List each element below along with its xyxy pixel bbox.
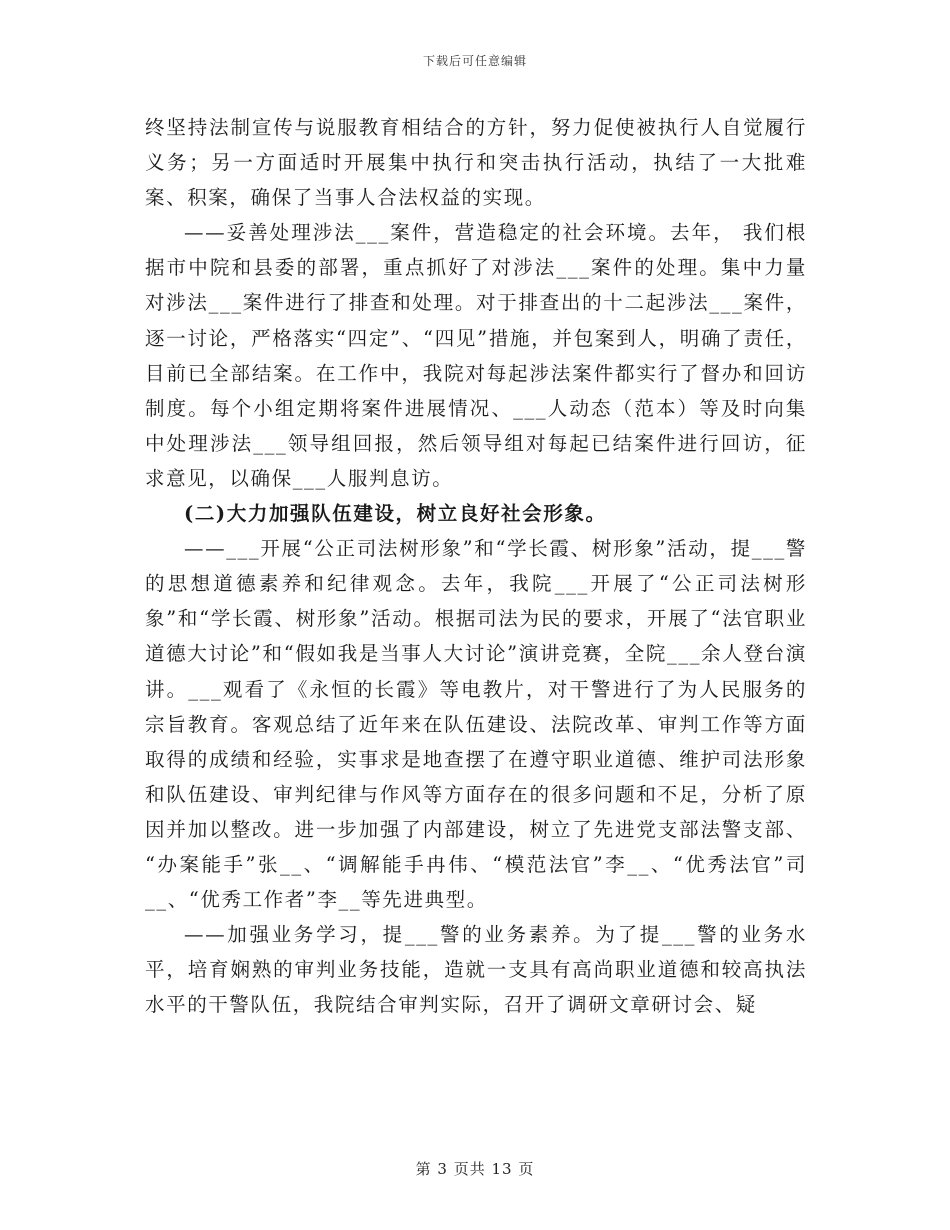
paragraph-4: ——加强业务学习，提___警的业务素养。为了提___警的业务水平，培育娴熟的审判业务技能，造就一支具有高尚职业道德和较高执法水平的干警队伍，我院结合审判实际，召开了调研文章研讨会、疑: [145, 923, 807, 1017]
paragraph-1: 终坚持法制宣传与说服教育相结合的方针，努力促使被执行人自觉履行义务；另一方面适时开展集中执行和突击执行活动，执结了一大批难案、积案，确保了当事人合法权益的实现。: [145, 116, 807, 210]
section-heading: (二)大力加强队伍建设，树立良好社会形象。: [184, 502, 607, 526]
page-header-note: 下载后可任意编辑: [422, 54, 527, 68]
paragraph-2: ——妥善处理涉法___案件，营造稳定的社会环境。去年， 我们根据市中院和县委的部署，重点抓好了对涉法___案件的处理。集中力量对涉法___案件进行了排查和处理。对于排查出的十二起涉法___案件，逐一讨论，严格落实“四定”、“四见”措施，并包案到人，明确了责任，目前已全部结案。在工作中，我院对每起涉法案件都实行了督办和回访制度。每个小组定期将案件进展情况、___人动态（范本）等及时向集中处理涉法___领导组回报，然后领导组对每起已结案件进行回访，征求意见，以确保___人服判息访。: [145, 221, 807, 490]
document-body: [145, 110, 807, 1022]
page-number-footer: 第 3 页共 13 页: [415, 1160, 535, 1178]
paragraph-3: ——___开展“公正司法树形象”和“学长霞、树形象”活动，提___警的思想道德素养和纪律观念。去年，我院___开展了“公正司法树形象”和“学长霞、树形象”活动。根据司法为民的要求，开展了“法官职业道德大讨论”和“假如我是当事人大讨论”演讲竞赛，全院___余人登台演讲。___观看了《永恒的长霞》等电教片，对干警进行了为人民服务的宗旨教育。客观总结了近年来在队伍建设、法院改革、审判工作等方面取得的成绩和经验，实事求是地查摆了在遵守职业道德、维护司法形象和队伍建设、审判纪律与作风等方面存在的很多问题和不足，分析了原因并加以整改。进一步加强了内部建设，树立了先进党支部法警支部、 “办案能手”张__、“调解能手冉伟、“模范法官”李__、“优秀法官”司__、“优秀工作者”李__等先进典型。: [145, 537, 807, 912]
